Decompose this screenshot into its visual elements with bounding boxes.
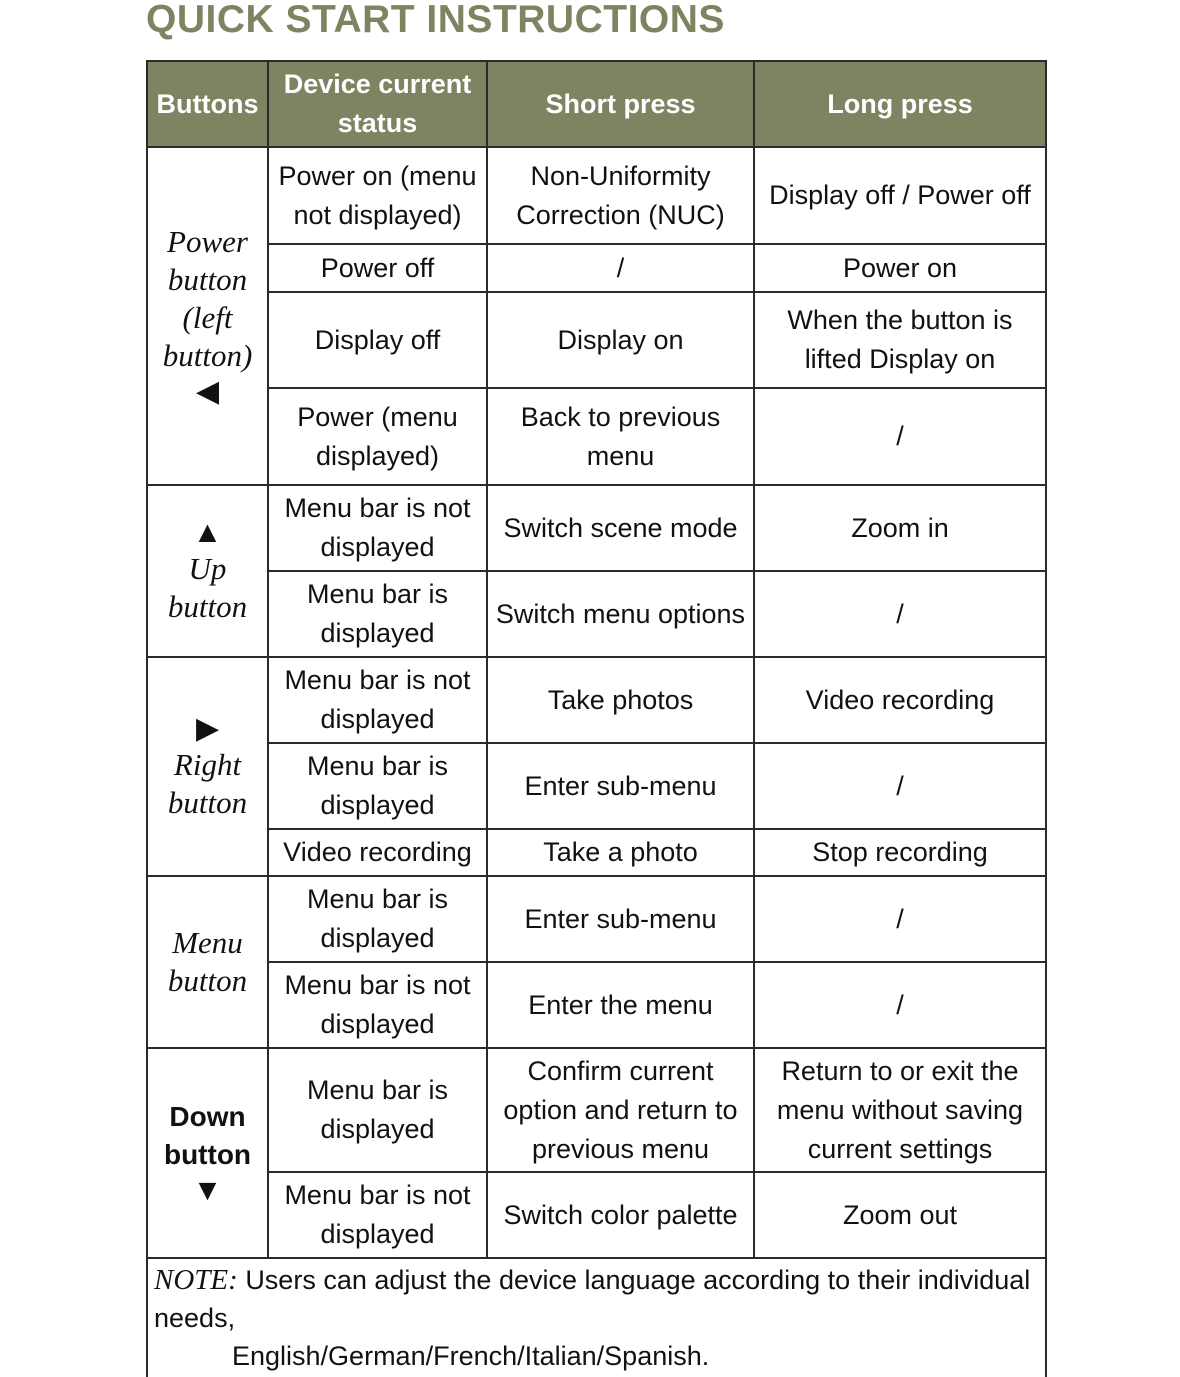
table-row bbox=[147, 485, 1046, 571]
long-press-cell: Stop recording bbox=[754, 829, 1046, 876]
long-press-cell: / bbox=[754, 388, 1046, 485]
menu-button-cell bbox=[147, 876, 268, 1048]
table-row bbox=[147, 571, 1046, 657]
long-press-cell: / bbox=[754, 743, 1046, 829]
long-press-cell: Zoom out bbox=[754, 1172, 1046, 1258]
short-press-cell: Switch color palette bbox=[487, 1172, 754, 1258]
note-line-1: Users can adjust the device language according to their individual needs, bbox=[154, 1265, 1031, 1333]
table-row bbox=[147, 657, 1046, 743]
menu-button-label: Menu button bbox=[167, 925, 248, 998]
down-arrow-icon: ▼ bbox=[192, 1174, 223, 1207]
short-press-cell: Switch menu options bbox=[487, 571, 754, 657]
long-press-cell: Display off / Power off bbox=[754, 147, 1046, 244]
long-press-cell: Video recording bbox=[754, 657, 1046, 743]
short-press-cell: Switch scene mode bbox=[487, 485, 754, 571]
header-short-press: Short press bbox=[487, 61, 754, 147]
right-button-cell bbox=[147, 657, 268, 876]
status-cell: Menu bar is not displayed bbox=[268, 485, 487, 571]
note-row bbox=[147, 1258, 1046, 1377]
header-device-status: Device current status bbox=[268, 61, 487, 147]
short-press-cell: Back to previous menu bbox=[487, 388, 754, 485]
table-header-row bbox=[147, 61, 1046, 147]
status-cell: Power (menu displayed) bbox=[268, 388, 487, 485]
table-row bbox=[147, 147, 1046, 244]
note-line-2: English/German/French/Italian/Spanish. bbox=[232, 1341, 710, 1371]
short-press-cell: Enter sub-menu bbox=[487, 876, 754, 962]
status-cell: Power on (menu not displayed) bbox=[268, 147, 487, 244]
table-row bbox=[147, 876, 1046, 962]
table-row bbox=[147, 829, 1046, 876]
status-cell: Display off bbox=[268, 292, 487, 388]
long-press-cell: / bbox=[754, 571, 1046, 657]
note-cell bbox=[147, 1258, 1046, 1377]
short-press-cell: Take photos bbox=[487, 657, 754, 743]
down-button-label: Down button bbox=[163, 1101, 252, 1170]
status-cell: Menu bar is displayed bbox=[268, 571, 487, 657]
short-press-cell: Take a photo bbox=[487, 829, 754, 876]
long-press-cell: Zoom in bbox=[754, 485, 1046, 571]
long-press-cell: Return to or exit the menu without saving current settings bbox=[754, 1048, 1046, 1172]
table-row bbox=[147, 743, 1046, 829]
status-cell: Menu bar is not displayed bbox=[268, 962, 487, 1048]
table-row bbox=[147, 1048, 1046, 1172]
right-arrow-icon: ▶ bbox=[195, 711, 220, 745]
short-press-cell: Non-Uniformity Correction (NUC) bbox=[487, 147, 754, 244]
long-press-cell: / bbox=[754, 962, 1046, 1048]
short-press-cell: Enter sub-menu bbox=[487, 743, 754, 829]
up-button-label: Up button bbox=[167, 551, 248, 624]
quick-start-table bbox=[146, 60, 1047, 1377]
table-row bbox=[147, 292, 1046, 388]
up-arrow-icon: ▲ bbox=[192, 516, 223, 549]
status-cell: Power off bbox=[268, 244, 487, 292]
header-long-press: Long press bbox=[754, 61, 1046, 147]
note-label: NOTE: bbox=[154, 1264, 238, 1296]
table-row bbox=[147, 388, 1046, 485]
status-cell: Menu bar is displayed bbox=[268, 743, 487, 829]
up-button-cell bbox=[147, 485, 268, 657]
short-press-cell: Confirm current option and return to previous menu bbox=[487, 1048, 754, 1172]
down-button-cell bbox=[147, 1048, 268, 1258]
power-button-label: Power button (left button) bbox=[162, 224, 253, 373]
left-arrow-icon: ◀ bbox=[195, 375, 220, 408]
right-button-label: Right button bbox=[167, 746, 248, 820]
table-row bbox=[147, 244, 1046, 292]
status-cell: Menu bar is displayed bbox=[268, 1048, 487, 1172]
long-press-cell: Power on bbox=[754, 244, 1046, 292]
header-buttons: Buttons bbox=[147, 61, 268, 147]
short-press-cell: / bbox=[487, 244, 754, 292]
long-press-cell: / bbox=[754, 876, 1046, 962]
short-press-cell: Display on bbox=[487, 292, 754, 388]
status-cell: Menu bar is not displayed bbox=[268, 1172, 487, 1258]
status-cell: Video recording bbox=[268, 829, 487, 876]
power-button-cell bbox=[147, 147, 268, 485]
status-cell: Menu bar is displayed bbox=[268, 876, 487, 962]
status-cell: Menu bar is not displayed bbox=[268, 657, 487, 743]
table-row bbox=[147, 962, 1046, 1048]
table-row bbox=[147, 1172, 1046, 1258]
page-title: QUICK START INSTRUCTIONS bbox=[146, 0, 725, 41]
long-press-cell: When the button is lifted Display on bbox=[754, 292, 1046, 388]
short-press-cell: Enter the menu bbox=[487, 962, 754, 1048]
